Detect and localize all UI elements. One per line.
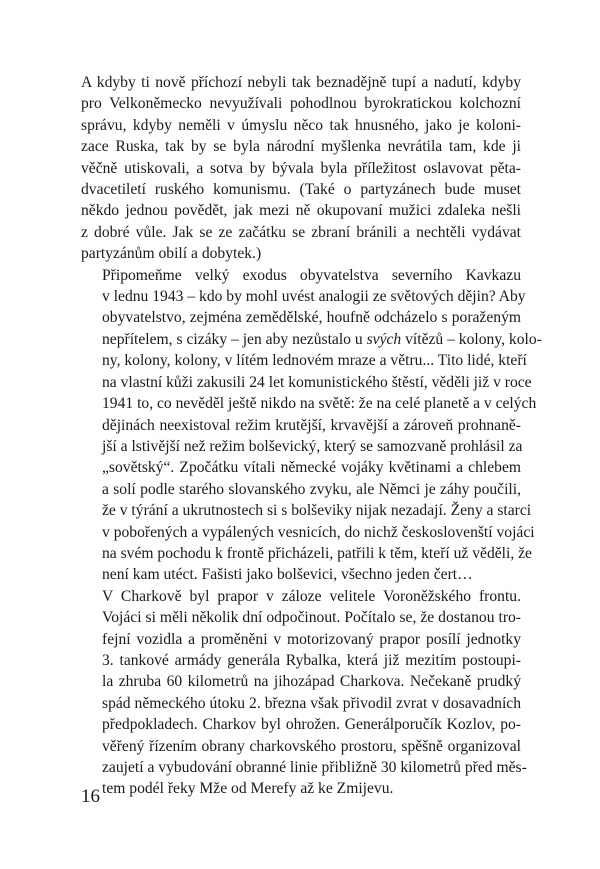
text-line: předpokladech. Charkov byl ohrožen. Generálporučík Kozlov, po- xyxy=(102,716,521,734)
paragraph-1 xyxy=(81,72,521,265)
text-line: v pobořených a vypálených vesnicích, do nichž českoslovenští vojáci xyxy=(102,523,535,541)
text-line: ny, kolony, kolony, v lítém lednovém mraze a větru... Tito lidé, kteří xyxy=(102,352,527,370)
paragraph-2 xyxy=(81,265,542,586)
text-line: zaujetí a vybudování obranné linie přibližně 30 kilometrů před měs- xyxy=(102,759,527,776)
text-line: na vlastní kůži zakusili 24 let komunistického štěstí, věděli již v roce xyxy=(102,373,532,391)
text-line: zace Ruska, tak by se byla národní myšlenka nevrátila tam, kde ji xyxy=(81,138,521,156)
text-line: pro Velkoněmecko nevyužívali pohodlnou byrokratickou kolchozní xyxy=(81,95,521,113)
text-line: partyzánům obilí a dobytek.) xyxy=(81,245,262,263)
text-line: la zhruba 60 kilometrů na jihozápad Charkova. Nečekaně prudký xyxy=(102,673,521,691)
text-line: dějinách neexistoval režim krutější, krvavější a zároveň prohnaně- xyxy=(102,416,521,434)
text-line: Připomeňme velký exodus obyvatelstva severního Kavkazu xyxy=(102,266,521,284)
body-text xyxy=(81,72,542,800)
text-line: věčně utiskovali, a sotva by bývala byla příležitost oslavovat pěta- xyxy=(81,159,521,177)
text-line: spád německého útoku 2. března však přivodil zvrat v dosavadních xyxy=(102,694,521,712)
text-line: věřený řízením obrany charkovského prostoru, spěšně organizoval xyxy=(102,737,521,755)
text-line: fejní vozidla a proměněni v motorizovaný prapor posílí jednotky xyxy=(102,630,521,648)
text-line: na svém pochodu k frontě přicházeli, patřili k těm, kteří už věděli, že xyxy=(102,544,532,562)
text-line: není kam utéct. Fašisti jako bolševici, všechno jeden čert… xyxy=(102,566,473,584)
text-line: z dobré vůle. Jak se ze začátku se zbraní bránili a nechtěli vydávat xyxy=(81,223,521,241)
text-line: „sovětský“. Zpočátku vítali německé vojáky květinami a chlebem xyxy=(102,459,521,477)
text-line: jší a lstivější než režim bolševický, který se samozvaně prohlásil za xyxy=(102,437,523,455)
text-line: dvacetiletí ruského komunismu. (Také o partyzánech bude muset xyxy=(81,181,521,199)
paragraph-3 xyxy=(81,586,527,800)
text-line: obyvatelstvo, zejména zemědělské, houfně odcházelo s poraženým xyxy=(102,309,521,327)
text-line: 1941 to, co nevěděl ještě nikdo na světě: že na celé planetě a v celých xyxy=(102,395,537,413)
text-line: Vojáci si měli několik dní odpočinout. Počítalo se, že dostanou tro- xyxy=(102,609,521,627)
text-line: správu, kdyby neměli v úmyslu něco tak hnusného, jako je koloni- xyxy=(81,116,521,134)
text-line: V Charkově byl prapor v záloze velitele Voroněžského frontu. xyxy=(102,587,521,605)
text-line: nepřítelem, s cizáky – jen aby nezůstalo u svých vítězů – kolony, kolo- xyxy=(102,330,542,348)
text-line: v lednu 1943 – kdo by mohl uvést analogii ze světových dějin? Aby xyxy=(102,288,526,306)
text-line: 3. tankové armády generála Rybalka, která již mezitím postoupi- xyxy=(102,651,521,669)
text-line: někdo jednou povědět, jak mezi ně okupovaní mužici zdaleka nešli xyxy=(81,202,521,220)
text-line: že v týrání a ukrutnostech si s bolševiky nijak nezadají. Ženy a starci xyxy=(102,502,532,520)
text-line: A kdyby ti nově příchozí nebyli tak beznadějně tupí a nadutí, kdyby xyxy=(81,74,521,91)
text-line: tem podél řeky Mže od Merefy až ke Zmijevu. xyxy=(102,780,394,798)
text-line: a solí podle starého slovanského zvyku, ale Němci je záhy poučili, xyxy=(102,480,521,498)
page-number: 16 xyxy=(81,786,100,807)
